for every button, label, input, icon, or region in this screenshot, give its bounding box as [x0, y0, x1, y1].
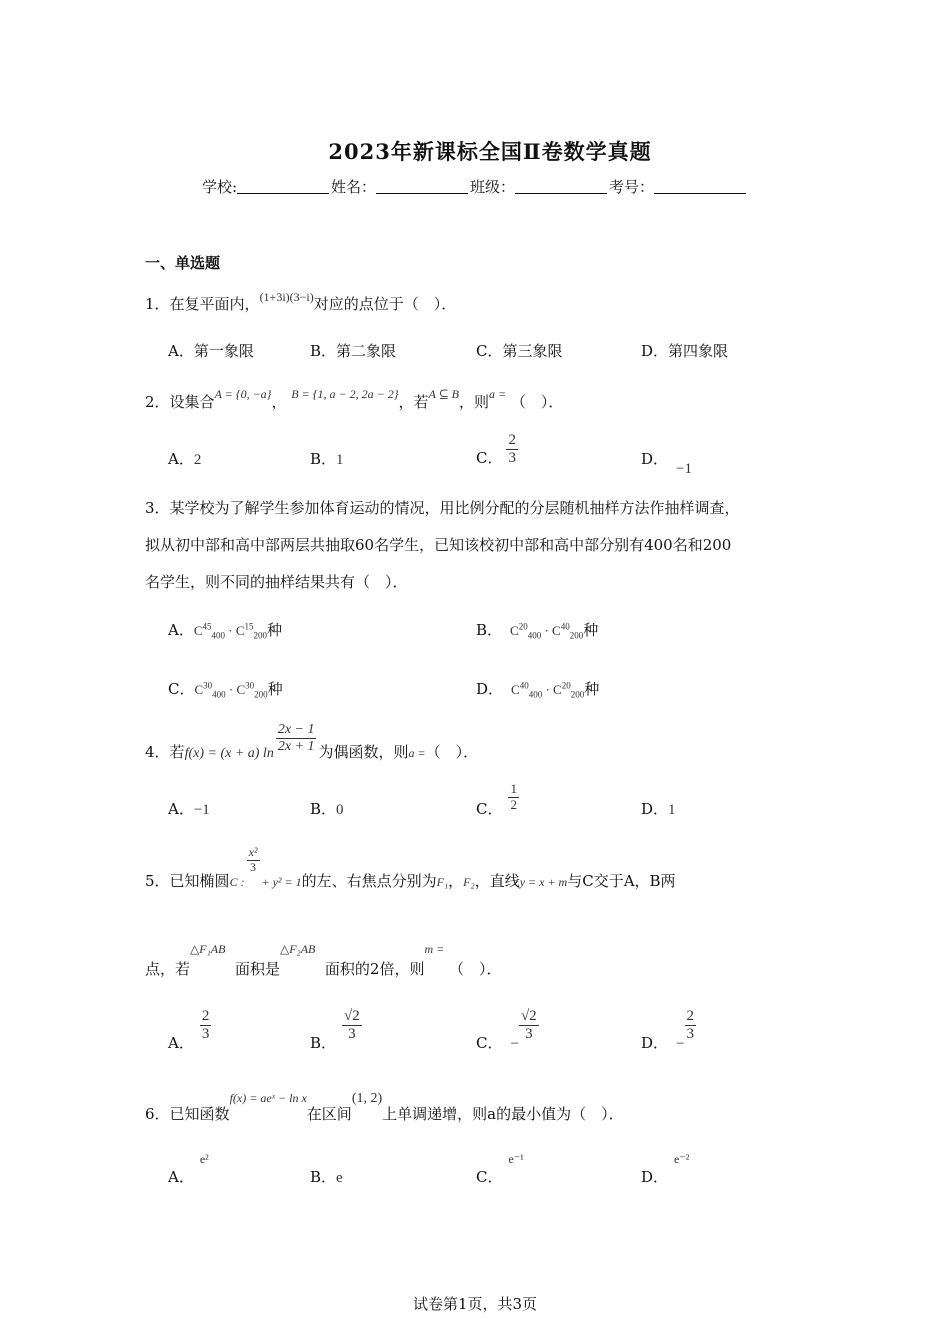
- question-text: 在复平面内，: [169, 295, 260, 313]
- option-a: A．2: [168, 450, 202, 468]
- question-5-line-1: 5．已知椭圆C : $\frac{\text{x²}}{3}$ + y² = 1的左、右焦点分别为F₁，F₂，直线y = x + m与C交于A，B两: [145, 845, 676, 890]
- option-b: B． $C^{20}_{400} \cdot C^{40}_{200}$种: [476, 621, 599, 641]
- question-5-line-2: 点，若$^{\triangle F_1AB}$ 面积是$^{\triangle F_2AB}$ 面积的2倍，则$^{m =}$ （ ）．: [145, 942, 502, 978]
- question-1: [145, 290, 456, 314]
- option-d: D．第四象限: [641, 342, 729, 360]
- option-a: A．−1: [168, 800, 210, 818]
- option-c: C． $\frac{1}{2}$: [476, 781, 517, 818]
- option-d: D．1: [641, 800, 676, 818]
- name-blank: [376, 179, 468, 194]
- question-3-line-2: 拟从初中部和高中部两层共抽取60名学生，已知该校初中部和高中部分别有400名和200: [145, 536, 732, 554]
- option-b: B．第二象限: [310, 342, 397, 360]
- option-d: D． $C^{40}_{400} \cdot C^{20}_{200}$种: [476, 680, 600, 700]
- question-text: ，: [271, 393, 287, 411]
- school-label: 学校:: [201, 178, 237, 196]
- student-info-line: [0, 176, 950, 197]
- option-a: A．$C^{45}_{400} \cdot C^{15}_{200}$种: [168, 621, 283, 641]
- question-4: 4．若f(x) = (x + a) ln $\frac{2x - 1}{2x + 1}$ 为偶函数，则a =（ ）．: [145, 722, 479, 761]
- option-c: C．$C^{30}_{400} \cdot C^{30}_{200}$种: [168, 680, 283, 700]
- option-d: D． − $\frac{2}{3}$: [641, 1008, 694, 1052]
- option-d: D．$^{e^{-2}}$: [641, 1152, 690, 1186]
- option-c: C．第三象限: [476, 342, 563, 360]
- question-text: 对应的点位于（ ）．: [313, 295, 457, 313]
- page-footer: 试卷第1页，共3页: [412, 1295, 538, 1313]
- question-text: ，则: [459, 393, 490, 411]
- page-title: 2023年新课标全国Ⅱ卷数学真题: [328, 139, 652, 164]
- question-2: [145, 387, 563, 412]
- section-heading: 一、单选题: [145, 254, 221, 272]
- option-a: A． $\frac{2}{3}$: [168, 1008, 210, 1052]
- math-expression: A = {0, −a}: [214, 387, 272, 401]
- number-label: 考号：: [609, 178, 655, 196]
- option-a: A．$^{e^2}$: [168, 1152, 209, 1186]
- question-number: 1．: [145, 295, 170, 313]
- name-label: 姓名：: [331, 178, 377, 196]
- option-a: A．第一象限: [168, 342, 254, 360]
- option-b: B． $\frac{√2}{3}$: [310, 1008, 360, 1052]
- question-3-line-3: 名学生，则不同的抽样结果共有（ ）．: [145, 573, 408, 591]
- question-3-line-1: 3．某学校为了解学生参加体育运动的情况，用比例分配的分层随机抽样方法作抽样调查，: [145, 499, 740, 517]
- math-expression: B = {1, a − 2, 2a − 2}: [291, 387, 399, 401]
- math-expression: A ⊆ B: [428, 387, 460, 401]
- class-label: 班级：: [470, 178, 516, 196]
- option-d: D．−1: [641, 450, 692, 477]
- math-expression: a =: [489, 387, 507, 401]
- option-b: B．e: [310, 1168, 343, 1186]
- question-number: 2．: [145, 393, 170, 411]
- question-text: ，若: [398, 393, 429, 411]
- option-b: B．0: [310, 800, 344, 818]
- question-text: 设集合: [169, 393, 215, 411]
- question-6: 6．已知函数$^{f(x) = aeˣ - ln x}$在区间(1, 2)上单调递增，则a的最小值为（ ）．: [145, 1091, 624, 1123]
- number-blank: [654, 179, 746, 194]
- school-blank: [237, 179, 329, 194]
- option-c: C． $\frac{2}{3}$: [476, 432, 516, 467]
- math-expression: (1+3i)(3−i): [259, 290, 314, 304]
- class-blank: [515, 179, 607, 194]
- option-b: B．1: [310, 450, 344, 468]
- option-c: C． − $\frac{√2}{3}$: [476, 1008, 537, 1052]
- question-text: （ ）．: [510, 393, 564, 411]
- option-c: C．$^{e^{-1}}$: [476, 1152, 524, 1186]
